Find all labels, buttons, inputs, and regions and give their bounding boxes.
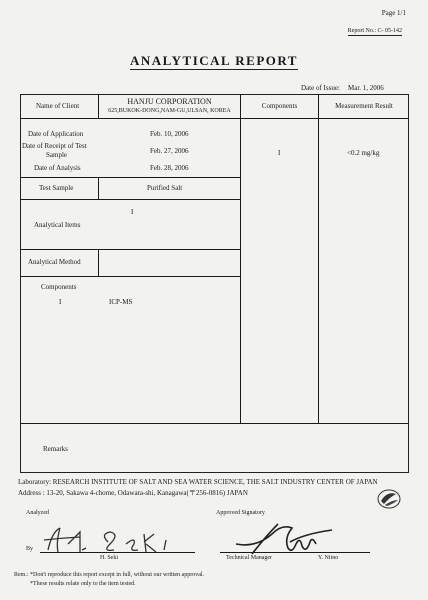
divider [240, 94, 241, 423]
components-label: Components [41, 283, 77, 291]
by-label: By [26, 546, 34, 552]
analytical-items-value: I [131, 208, 134, 216]
institute-logo-icon [376, 488, 402, 510]
approved-label: Approved Signatory [216, 510, 265, 516]
analytical-items-label: Analytical Items [34, 221, 81, 229]
date-analysis-value: Feb. 28, 2006 [150, 164, 189, 172]
footer-remark-2: *These results relate only to the item tested. [30, 581, 136, 587]
method-component: I [59, 298, 62, 306]
component-value: I [278, 149, 281, 157]
test-sample-label: Test Sample [39, 184, 74, 192]
date-application-value: Feb. 10, 2006 [150, 130, 189, 138]
client-address: 625,BUKOK-DONG,NAM-GU,ULSAN, KOREA [108, 108, 231, 114]
date-receipt-label-2: Sample [46, 151, 67, 159]
divider [318, 94, 319, 423]
components-header: Components [261, 102, 298, 110]
method-value: ICP-MS [109, 298, 133, 306]
analyst-name: H. Seki [100, 555, 118, 561]
divider [20, 276, 241, 277]
laboratory-line: Laboratory: RESEARCH INSTITUTE OF SALT AND SEA WATER SCIENCE, THE SALT INDUSTRY CENTER OF JAPAN [18, 478, 378, 486]
divider [20, 423, 409, 424]
issue-label: Date of Issue: [301, 84, 340, 92]
analyzed-label: Analyzed [26, 510, 49, 516]
address-line: Address : 13-20, Sakawa 4-chome, Odawara-shi, Kanagawa(〒256-0816) JAPAN [18, 489, 248, 497]
divider [98, 249, 99, 276]
page-number: Page 1/1 [381, 9, 406, 17]
report-number: Report No.: C- 05-142 [347, 28, 402, 34]
report-title-wrap [0, 52, 428, 70]
report-title: ANALYTICAL REPORT [130, 53, 298, 68]
divider [98, 177, 99, 199]
name-of-client-label: Name of Client [36, 102, 80, 110]
remarks-label: Remarks [43, 445, 68, 453]
date-receipt-label: Date of Receipt of Test [22, 142, 87, 150]
issue-date: Mar. 1, 2006 [348, 84, 384, 92]
divider [20, 249, 241, 250]
manager-name: Y. Niino [318, 555, 339, 561]
date-analysis-label: Date of Analysis [34, 164, 81, 172]
manager-title: Technical Manager [226, 555, 273, 561]
test-sample-value: Purified Salt [147, 184, 183, 192]
measurement-header: Measurement Result [335, 102, 393, 110]
analytical-method-label: Analytical Method [28, 258, 81, 266]
date-application-label: Date of Application [28, 130, 84, 138]
divider [20, 177, 241, 178]
divider [20, 199, 241, 200]
analyst-signature [38, 522, 198, 556]
client-name: HANJU CORPORATION [127, 97, 212, 106]
measurement-value: <0.2 mg/kg [347, 149, 380, 157]
divider [20, 118, 409, 119]
manager-signature [232, 514, 342, 558]
date-receipt-value: Feb. 27, 2006 [150, 147, 189, 155]
footer-remark-1: Rem.: *Don't reproduce this report except in full, without our written approval. [14, 572, 205, 578]
